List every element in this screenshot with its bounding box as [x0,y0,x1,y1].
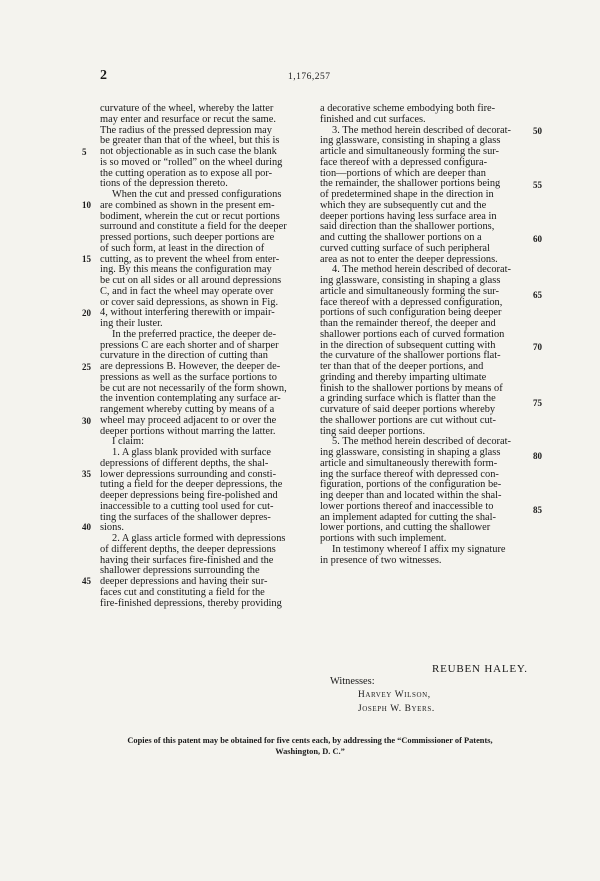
text-line: 4. The method herein described of decorat- [332,264,511,276]
text-line: inaccessible to a cutting tool used for cut- [100,500,274,512]
text-line: 3. The method herein described of decorat- [332,124,511,136]
text-line: deeper portions having less surface area in [320,210,497,222]
text-line: the shallower portions are cut without cut- [320,414,497,426]
text-line: article and simultaneously forming the sur- [320,285,499,297]
text-line: than the remainder thereof, the deeper and [320,318,496,329]
text-line: ing deeper than and located within the shal- [320,490,502,501]
text-line: curvature in the direction of cutting than [100,350,268,362]
text-line: sions. [100,522,124,534]
text-line: shallower depressions surrounding the [100,565,260,577]
text-line: the invention contemplating any surface ar- [100,393,281,405]
text-line: area as not to enter the deeper depressions. [320,253,498,265]
margin-line-number: 50 [533,126,542,136]
text-line: article and simultaneously forming the sur- [320,146,499,157]
text-line: ing their luster. [100,318,163,329]
text-line: When the cut and pressed configurations [112,189,282,200]
witnesses-label: Witnesses: [330,676,375,687]
text-line: and cutting the shallower portions on a [320,232,482,243]
margin-line-number: 70 [533,342,542,352]
text-line: face thereof with a depressed configuration, [320,296,503,308]
text-line: of predetermined shape in the direction in [320,189,494,200]
text-line: tion—portions of which are deeper than [320,167,486,179]
witness-name: Harvey Wilson, [358,690,431,700]
text-line: ing. By this means the configuration may [100,264,272,276]
text-line: a grinding surface which is flatter than the [320,393,496,405]
margin-line-number: 45 [82,576,91,586]
text-line: having their surfaces fire-finished and the [100,554,274,566]
text-line: of different depths, the deeper depressions [100,543,276,555]
text-line: tions of the depression thereto. [100,178,228,190]
text-line: article and simultaneously therewith form- [320,457,498,469]
text-line: fire-finished depressions, thereby providing [100,597,282,609]
footer-line: Copies of this patent may be obtained for five cents each, by addressing the “Commissioner of Patents, [127,736,493,745]
text-line: ter than that of the deeper portions, and [320,361,484,372]
text-line: curved cutting surface of such peripheral [320,242,490,254]
text-line: rangement whereby cutting by means of a [100,404,275,415]
text-line: C, and in fact the wheel may operate over [100,285,274,297]
text-line: grinding and thereby imparting ultimate [320,371,487,383]
text-line: curvature of the wheel, whereby the latter [100,103,274,114]
margin-line-number: 20 [82,308,91,318]
text-line: be cut on all sides or all around depressions [100,275,282,286]
margin-line-number: 35 [82,469,91,479]
margin-line-number: 10 [82,200,91,210]
text-line: ing glassware, consisting in shaping a glass [320,135,501,147]
text-line: portions with such implement. [320,533,447,544]
margin-line-number: 40 [82,522,91,532]
text-line: 1. A glass blank provided with surface [112,447,272,458]
text-line: of such form, at least in the direction of [100,242,265,254]
text-line: 4, without interfering therewith or impair- [100,307,275,319]
margin-line-number: 30 [82,416,91,426]
text-line: deeper depressions being fire-polished and [100,490,278,501]
text-line: tuting a field for the deeper depressions, the [100,479,283,491]
patent-number: 1,176,257 [288,72,331,82]
text-line: pressed portions, such deeper portions are [100,232,275,243]
text-line: may enter and resurface or recut the same. [100,113,276,125]
text-line: depressions of different depths, the shal- [100,457,269,469]
text-line: the curvature of the shallower portions flat- [320,350,501,362]
text-line: lower portions, and cutting the shallower [320,522,491,534]
text-line: lower depressions surrounding and consti- [100,468,277,480]
witness-name: Joseph W. Byers. [358,704,435,714]
text-line: an implement adapted for cutting the shal- [320,511,497,523]
margin-line-number: 75 [533,398,542,408]
text-line: the cutting operation as to expose all por- [100,167,273,179]
text-line: finish to the shallower portions by means of [320,382,503,394]
text-line: 5. The method herein described of decorat- [332,436,511,448]
text-line: face thereof with a depressed configura- [320,156,488,168]
inventor-signature: REUBEN HALEY. [432,663,528,675]
text-line: faces cut and constituting a field for the [100,586,265,598]
text-line: is so moved or “rolled” on the wheel during [100,156,283,168]
text-line: ing glassware, consisting in shaping a glass [320,447,501,458]
text-line: are combined as shown in the present em- [100,199,275,211]
text-line: deeper portions without marring the latter. [100,425,276,437]
text-line: a decorative scheme embodying both fire- [320,103,496,114]
text-line: in the direction of subsequent cutting with [320,339,496,351]
text-line: The radius of the pressed depression may [100,124,272,136]
text-line: or cover said depressions, as shown in Fig. [100,296,279,308]
margin-line-number: 55 [533,180,542,190]
text-line: lower portions thereof and inaccessible to [320,500,494,512]
text-line: ting said deeper portions. [320,425,426,437]
text-line: figuration, portions of the configuration be- [320,479,502,491]
margin-line-number: 85 [533,505,542,515]
text-line: 2. A glass article formed with depressions [112,533,286,544]
text-line: cutting, as to prevent the wheel from enter- [100,253,280,265]
text-line: surround and constitute a field for the deeper [100,221,287,233]
text-line: the remainder, the shallower portions being [320,178,501,190]
text-line: curvature of said deeper portions whereby [320,404,496,415]
text-line: I claim: [112,436,145,448]
right-text-column [320,104,538,566]
text-line: In the preferred practice, the deeper de- [112,328,277,340]
text-line: which they are subsequently cut and the [320,199,487,211]
text-line: portions of such configuration being deeper [320,307,502,319]
text-line: ing the surface thereof with depressed con- [320,468,499,480]
page-number: 2 [100,68,107,83]
text-line: ing glassware, consisting in shaping a glass [320,275,501,286]
margin-line-number: 80 [533,451,542,461]
text-line: ting the surfaces of the shallower depres- [100,511,271,523]
text-line: wheel may proceed adjacent to or over the [100,414,277,426]
text-line: pressions as well as the surface portions to [100,371,277,383]
text-line: said direction than the shallower portions, [320,221,495,233]
text-line: In testimony whereof I affix my signature [332,543,506,555]
margin-line-number: 65 [533,290,542,300]
margin-line-number: 25 [82,362,91,372]
left-text-column [100,104,318,609]
text-line: pressions C are each shorter and of sharper [100,339,279,351]
margin-line-number: 15 [82,254,91,264]
text-line: in presence of two witnesses. [320,554,442,566]
text-line: deeper depressions and having their sur- [100,576,268,587]
text-line: be greater than that of the wheel, but this is [100,135,280,147]
margin-line-number: 60 [533,234,542,244]
text-line: shallower portions each of curved formation [320,328,505,340]
text-line: are depressions B. However, the deeper de- [100,361,281,372]
footer-note [110,735,510,757]
text-line: not objectionable as in such case the blank [100,146,277,157]
text-line: finished and cut surfaces. [320,113,426,125]
text-line: be cut are not necessarily of the form shown, [100,382,287,394]
text-line: bodiment, wherein the cut or recut portions [100,210,280,222]
margin-line-number: 5 [82,147,87,157]
footer-line: Washington, D. C.” [275,747,345,756]
